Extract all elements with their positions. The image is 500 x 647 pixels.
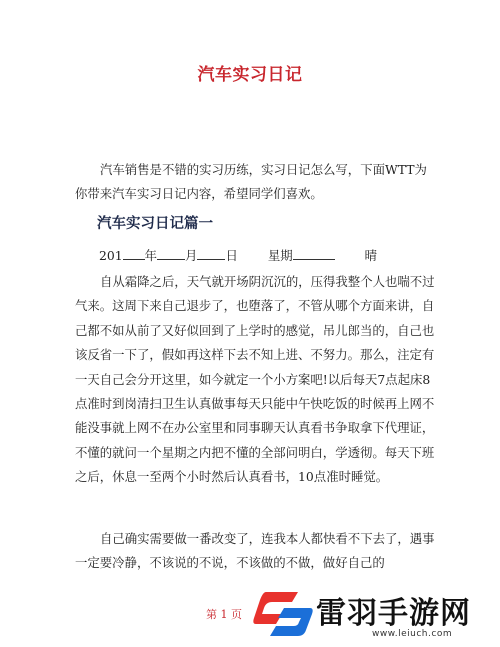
site-watermark <box>252 580 500 647</box>
body-paragraph-2 <box>75 527 435 576</box>
year-label: 年 <box>144 248 158 263</box>
intro-text: 汽车销售是不错的实习历练，实习日记怎么写，下面WTT为你带来汽车实习日记内容，希望同学们喜欢。 <box>75 162 427 202</box>
weather-value: 晴 <box>364 248 377 263</box>
paragraph-1-text: 自从霜降之后，天气就开场阴沉沉的，压得我整个人也喘不过气来。这周下来自己退步了，也堕落了，不管从哪个方面来讲，自己都不如从前了又好似回到了上学时的感觉，吊儿郎当的，自己也该反省一下了，假如再这样下去不知上进、不努力。那么，注定有一天自己会分开这里，如今就定一个小方案吧!以后每天7点起床8点准时到岗清扫卫生认真做事每天只能中午快吃饭的时候再上网不能没事就上网不在办公室里和同事聊天认真看书争取拿下代理证，不懂的就问一个星期之内把不懂的全部问明白，学透彻。每天下班之后，休息一至两个小时然后认真看书，10点准时睡觉。 <box>75 274 435 485</box>
body-paragraph-1 <box>75 270 435 490</box>
site-name: 雷羽手游网 <box>316 596 471 631</box>
document-title: 汽车实习日记 <box>197 65 303 85</box>
weekday-label: 星期 <box>267 248 293 263</box>
site-logo-icon <box>252 586 314 638</box>
weekday-blank <box>293 247 335 260</box>
date-line <box>99 246 377 264</box>
day-blank <box>197 247 225 260</box>
year-blank <box>123 247 145 260</box>
intro-paragraph <box>75 158 435 207</box>
month-blank <box>157 247 185 260</box>
site-url: www.leiuch.com <box>372 629 453 639</box>
paragraph-2-text: 自己确实需要做一番改变了，连我本人都快看不下去了，遇事一定要冷静，不该说的不说，不该做的不做，做好自己的 <box>75 531 435 571</box>
page-number: 第 1 页 <box>206 608 242 621</box>
year-prefix: 201 <box>99 248 123 263</box>
month-label: 月 <box>185 248 198 263</box>
section-heading: 汽车实习日记篇一 <box>97 216 213 232</box>
day-label: 日 <box>225 248 238 263</box>
